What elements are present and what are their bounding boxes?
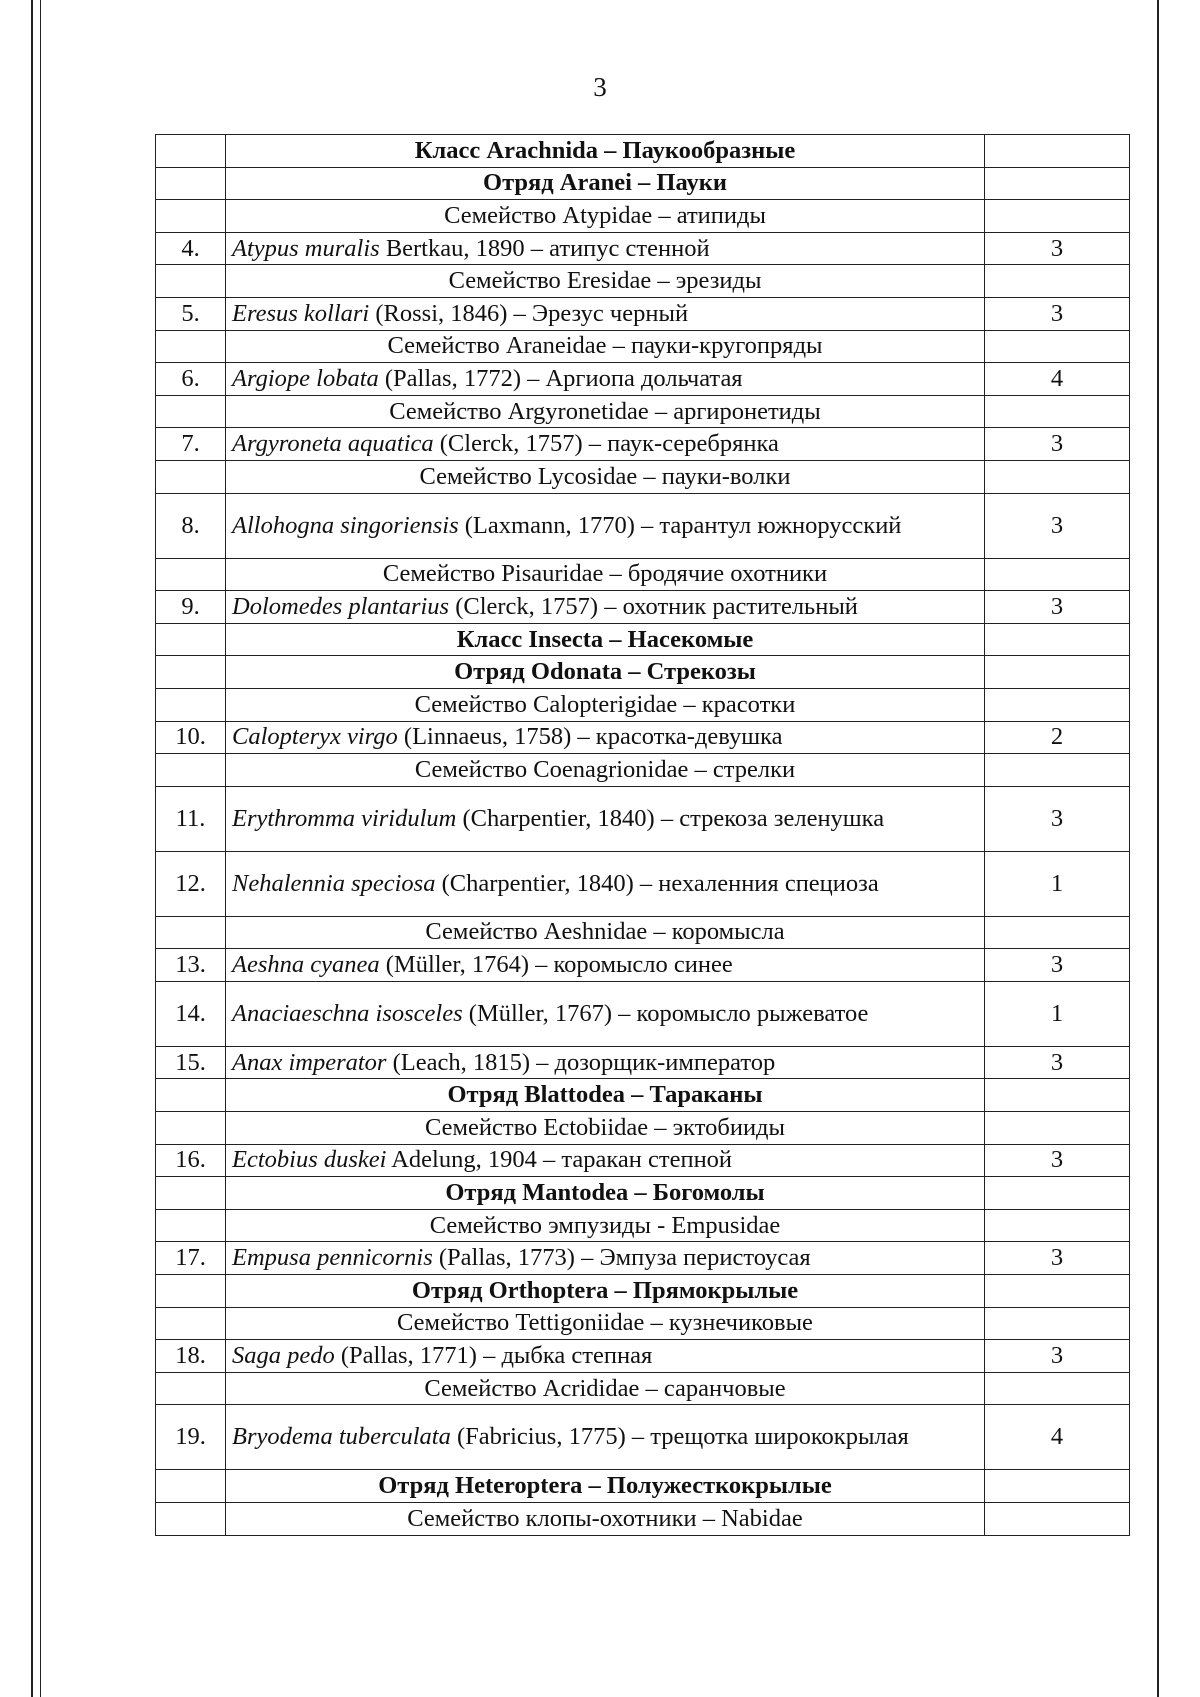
category-cell — [985, 916, 1130, 949]
category-cell — [985, 1209, 1130, 1242]
row-number-cell: 7. — [156, 428, 226, 461]
species-row — [156, 1340, 1130, 1373]
row-number-cell — [156, 1470, 226, 1503]
species-name-cell — [226, 297, 985, 330]
category-cell — [985, 1470, 1130, 1503]
row-number-cell — [156, 688, 226, 721]
author-and-common-name: (Müller, 1767) – коромысло рыжеватое — [462, 999, 869, 1027]
scientific-name: Bryodema tuberculata — [232, 1423, 451, 1451]
species-name-cell — [226, 1046, 985, 1079]
category-cell — [985, 200, 1130, 233]
category-cell — [985, 623, 1130, 656]
row-number-cell — [156, 330, 226, 363]
category-cell — [985, 167, 1130, 200]
row-number-cell: 8. — [156, 493, 226, 558]
category-cell — [985, 656, 1130, 689]
row-number-cell — [156, 916, 226, 949]
row-number-cell — [156, 135, 226, 168]
taxon-header-row — [156, 1079, 1130, 1112]
scientific-name: Dolomedes plantarius — [232, 592, 450, 620]
author-and-common-name: (Pallas, 1771) – дыбка степная — [334, 1342, 653, 1370]
row-number-cell — [156, 265, 226, 298]
family-row — [156, 1372, 1130, 1405]
author-and-common-name: (Pallas, 1772) – Аргиопа дольчатая — [378, 364, 743, 392]
row-number-cell — [156, 1079, 226, 1112]
row-number-cell — [156, 623, 226, 656]
category-cell: 3 — [985, 493, 1130, 558]
family-row — [156, 1307, 1130, 1340]
row-number-cell — [156, 558, 226, 591]
scientific-name: Nehalennia speciosa — [232, 869, 436, 897]
category-cell: 3 — [985, 1242, 1130, 1275]
category-cell: 4 — [985, 1405, 1130, 1470]
row-number-cell — [156, 1503, 226, 1536]
family-name-cell: Семейство Coenagrionidae – стрелки — [226, 754, 985, 787]
author-and-common-name: Bertkau, 1890 – атипус стенной — [379, 234, 710, 262]
row-number-cell — [156, 754, 226, 787]
species-name-cell — [226, 232, 985, 265]
family-name-cell: Семейство Aeshnidae – коромысла — [226, 916, 985, 949]
category-cell: 3 — [985, 428, 1130, 461]
row-number-cell: 9. — [156, 591, 226, 624]
author-and-common-name: (Linnaeus, 1758) – красотка-девушка — [397, 723, 783, 751]
taxon-header-row — [156, 167, 1130, 200]
category-cell — [985, 688, 1130, 721]
scientific-name: Anaciaeschna isosceles — [232, 999, 463, 1027]
species-row — [156, 851, 1130, 916]
species-row — [156, 786, 1130, 851]
category-cell: 3 — [985, 786, 1130, 851]
row-number-cell: 16. — [156, 1144, 226, 1177]
species-name-cell — [226, 721, 985, 754]
row-number-cell: 15. — [156, 1046, 226, 1079]
row-number-cell — [156, 460, 226, 493]
scientific-name: Anax imperator — [232, 1048, 387, 1076]
category-cell — [985, 265, 1130, 298]
category-cell — [985, 395, 1130, 428]
family-row — [156, 1503, 1130, 1536]
category-cell: 2 — [985, 721, 1130, 754]
category-cell: 3 — [985, 232, 1130, 265]
author-and-common-name: (Müller, 1764) – коромысло синее — [379, 951, 733, 979]
species-name-cell — [226, 1405, 985, 1470]
family-name-cell: Семейство эмпузиды - Empusidae — [226, 1209, 985, 1242]
row-number-cell — [156, 1307, 226, 1340]
category-cell: 1 — [985, 981, 1130, 1046]
species-name-cell — [226, 591, 985, 624]
species-name-cell — [226, 949, 985, 982]
species-row — [156, 363, 1130, 396]
species-row — [156, 1242, 1130, 1275]
species-name-cell — [226, 493, 985, 558]
author-and-common-name: (Pallas, 1773) – Эмпуза перистоусая — [432, 1244, 811, 1272]
family-row — [156, 558, 1130, 591]
family-row — [156, 460, 1130, 493]
family-name-cell: Семейство Eresidae – эрезиды — [226, 265, 985, 298]
species-row — [156, 1405, 1130, 1470]
row-number-cell: 5. — [156, 297, 226, 330]
taxon-header-row — [156, 656, 1130, 689]
family-row — [156, 1209, 1130, 1242]
right-margin-line — [1157, 0, 1159, 1697]
category-cell: 3 — [985, 1046, 1130, 1079]
taxon-header-cell: Класс Insecta – Насекомые — [226, 623, 985, 656]
category-cell — [985, 1079, 1130, 1112]
taxon-header-cell: Отряд Blattodea – Тараканы — [226, 1079, 985, 1112]
taxon-header-row — [156, 1177, 1130, 1210]
species-name-cell — [226, 1242, 985, 1275]
category-cell — [985, 1307, 1130, 1340]
scientific-name: Aeshna cyanea — [232, 951, 380, 979]
row-number-cell — [156, 656, 226, 689]
scientific-name: Argiope lobata — [232, 364, 379, 392]
family-name-cell: Семейство Calopterigidae – красотки — [226, 688, 985, 721]
row-number-cell: 17. — [156, 1242, 226, 1275]
family-name-cell: Семейство клопы-охотники – Nabidae — [226, 1503, 985, 1536]
row-number-cell — [156, 1177, 226, 1210]
scientific-name: Allohogna singoriensis — [232, 511, 459, 539]
family-row — [156, 330, 1130, 363]
scientific-name: Saga pedo — [232, 1342, 335, 1370]
author-and-common-name: (Leach, 1815) – дозорщик-император — [386, 1048, 776, 1076]
row-number-cell: 18. — [156, 1340, 226, 1373]
binding-margin-line — [31, 0, 33, 1697]
category-cell — [985, 558, 1130, 591]
row-number-cell: 11. — [156, 786, 226, 851]
row-number-cell: 14. — [156, 981, 226, 1046]
row-number-cell: 6. — [156, 363, 226, 396]
species-row — [156, 428, 1130, 461]
taxon-header-cell: Отряд Odonata – Стрекозы — [226, 656, 985, 689]
category-cell — [985, 1112, 1130, 1145]
author-and-common-name: Adelung, 1904 – таракан степной — [386, 1146, 733, 1174]
category-cell: 3 — [985, 297, 1130, 330]
binding-margin-line — [40, 0, 41, 1697]
scientific-name: Ectobius duskei — [232, 1146, 387, 1174]
row-number-cell — [156, 395, 226, 428]
author-and-common-name: (Charpentier, 1840) – стрекоза зеленушка — [456, 804, 885, 832]
row-number-cell: 13. — [156, 949, 226, 982]
category-cell: 1 — [985, 851, 1130, 916]
category-cell — [985, 1372, 1130, 1405]
row-number-cell: 19. — [156, 1405, 226, 1470]
family-name-cell: Семейство Tettigoniidae – кузнечиковые — [226, 1307, 985, 1340]
category-cell: 4 — [985, 363, 1130, 396]
row-number-cell: 12. — [156, 851, 226, 916]
species-row — [156, 297, 1130, 330]
species-table — [155, 134, 1130, 1536]
taxon-header-cell: Отряд Aranei – Пауки — [226, 167, 985, 200]
species-row — [156, 981, 1130, 1046]
species-row — [156, 1046, 1130, 1079]
family-name-cell: Семейство Acrididae – саранчовые — [226, 1372, 985, 1405]
author-and-common-name: (Clerck, 1757) – охотник растительный — [449, 592, 858, 620]
family-row — [156, 688, 1130, 721]
row-number-cell — [156, 1209, 226, 1242]
row-number-cell — [156, 1112, 226, 1145]
taxon-header-cell: Класс Arachnida – Паукообразные — [226, 135, 985, 168]
species-row — [156, 493, 1130, 558]
species-name-cell — [226, 428, 985, 461]
family-row — [156, 1112, 1130, 1145]
author-and-common-name: (Laxmann, 1770) – тарантул южнорусский — [458, 511, 902, 539]
species-row — [156, 591, 1130, 624]
category-cell: 3 — [985, 949, 1130, 982]
family-row — [156, 200, 1130, 233]
family-row — [156, 916, 1130, 949]
family-name-cell: Семейство Lycosidae – пауки-волки — [226, 460, 985, 493]
species-name-cell — [226, 851, 985, 916]
author-and-common-name: (Charpentier, 1840) – нехаленния специоза — [435, 869, 879, 897]
family-name-cell: Семейство Araneidae – пауки-кругопряды — [226, 330, 985, 363]
scientific-name: Eresus kollari — [232, 299, 370, 327]
family-row — [156, 265, 1130, 298]
taxon-header-cell: Отряд Heteroptera – Полужесткокрылые — [226, 1470, 985, 1503]
species-name-cell — [226, 1144, 985, 1177]
family-row — [156, 395, 1130, 428]
row-number-cell: 10. — [156, 721, 226, 754]
taxon-header-row — [156, 623, 1130, 656]
page-number: 3 — [593, 72, 607, 102]
species-row — [156, 949, 1130, 982]
species-row — [156, 1144, 1130, 1177]
species-table-body — [156, 135, 1130, 1536]
author-and-common-name: (Clerck, 1757) – паук-серебрянка — [433, 430, 779, 458]
species-row — [156, 721, 1130, 754]
family-name-cell: Семейство Atypidae – атипиды — [226, 200, 985, 233]
category-cell — [985, 135, 1130, 168]
scientific-name: Erythromma viridulum — [232, 804, 457, 832]
family-name-cell: Семейство Ectobiidae – эктобииды — [226, 1112, 985, 1145]
species-name-cell — [226, 981, 985, 1046]
category-cell — [985, 330, 1130, 363]
scientific-name: Atypus muralis — [232, 234, 380, 262]
species-name-cell — [226, 1340, 985, 1373]
taxon-header-row — [156, 1275, 1130, 1308]
category-cell: 3 — [985, 1144, 1130, 1177]
species-name-cell — [226, 786, 985, 851]
row-number-cell — [156, 1372, 226, 1405]
taxon-header-row — [156, 135, 1130, 168]
row-number-cell: 4. — [156, 232, 226, 265]
category-cell — [985, 1177, 1130, 1210]
category-cell — [985, 1503, 1130, 1536]
category-cell: 3 — [985, 591, 1130, 624]
scientific-name: Argyroneta aquatica — [232, 430, 434, 458]
family-name-cell: Семейство Argyronetidae – аргиронетиды — [226, 395, 985, 428]
taxon-header-cell: Отряд Mantodea – Богомолы — [226, 1177, 985, 1210]
row-number-cell — [156, 200, 226, 233]
taxon-header-row — [156, 1470, 1130, 1503]
species-row — [156, 232, 1130, 265]
category-cell: 3 — [985, 1340, 1130, 1373]
row-number-cell — [156, 1275, 226, 1308]
category-cell — [985, 754, 1130, 787]
author-and-common-name: (Fabricius, 1775) – трещотка ширококрылая — [450, 1423, 909, 1451]
scientific-name: Calopteryx virgo — [232, 723, 398, 751]
family-row — [156, 754, 1130, 787]
species-name-cell — [226, 363, 985, 396]
row-number-cell — [156, 167, 226, 200]
category-cell — [985, 460, 1130, 493]
author-and-common-name: (Rossi, 1846) – Эрезус черный — [369, 299, 689, 327]
family-name-cell: Семейство Pisauridae – бродячие охотники — [226, 558, 985, 591]
category-cell — [985, 1275, 1130, 1308]
taxon-header-cell: Отряд Orthoptera – Прямокрылые — [226, 1275, 985, 1308]
scientific-name: Empusa pennicornis — [232, 1244, 433, 1272]
